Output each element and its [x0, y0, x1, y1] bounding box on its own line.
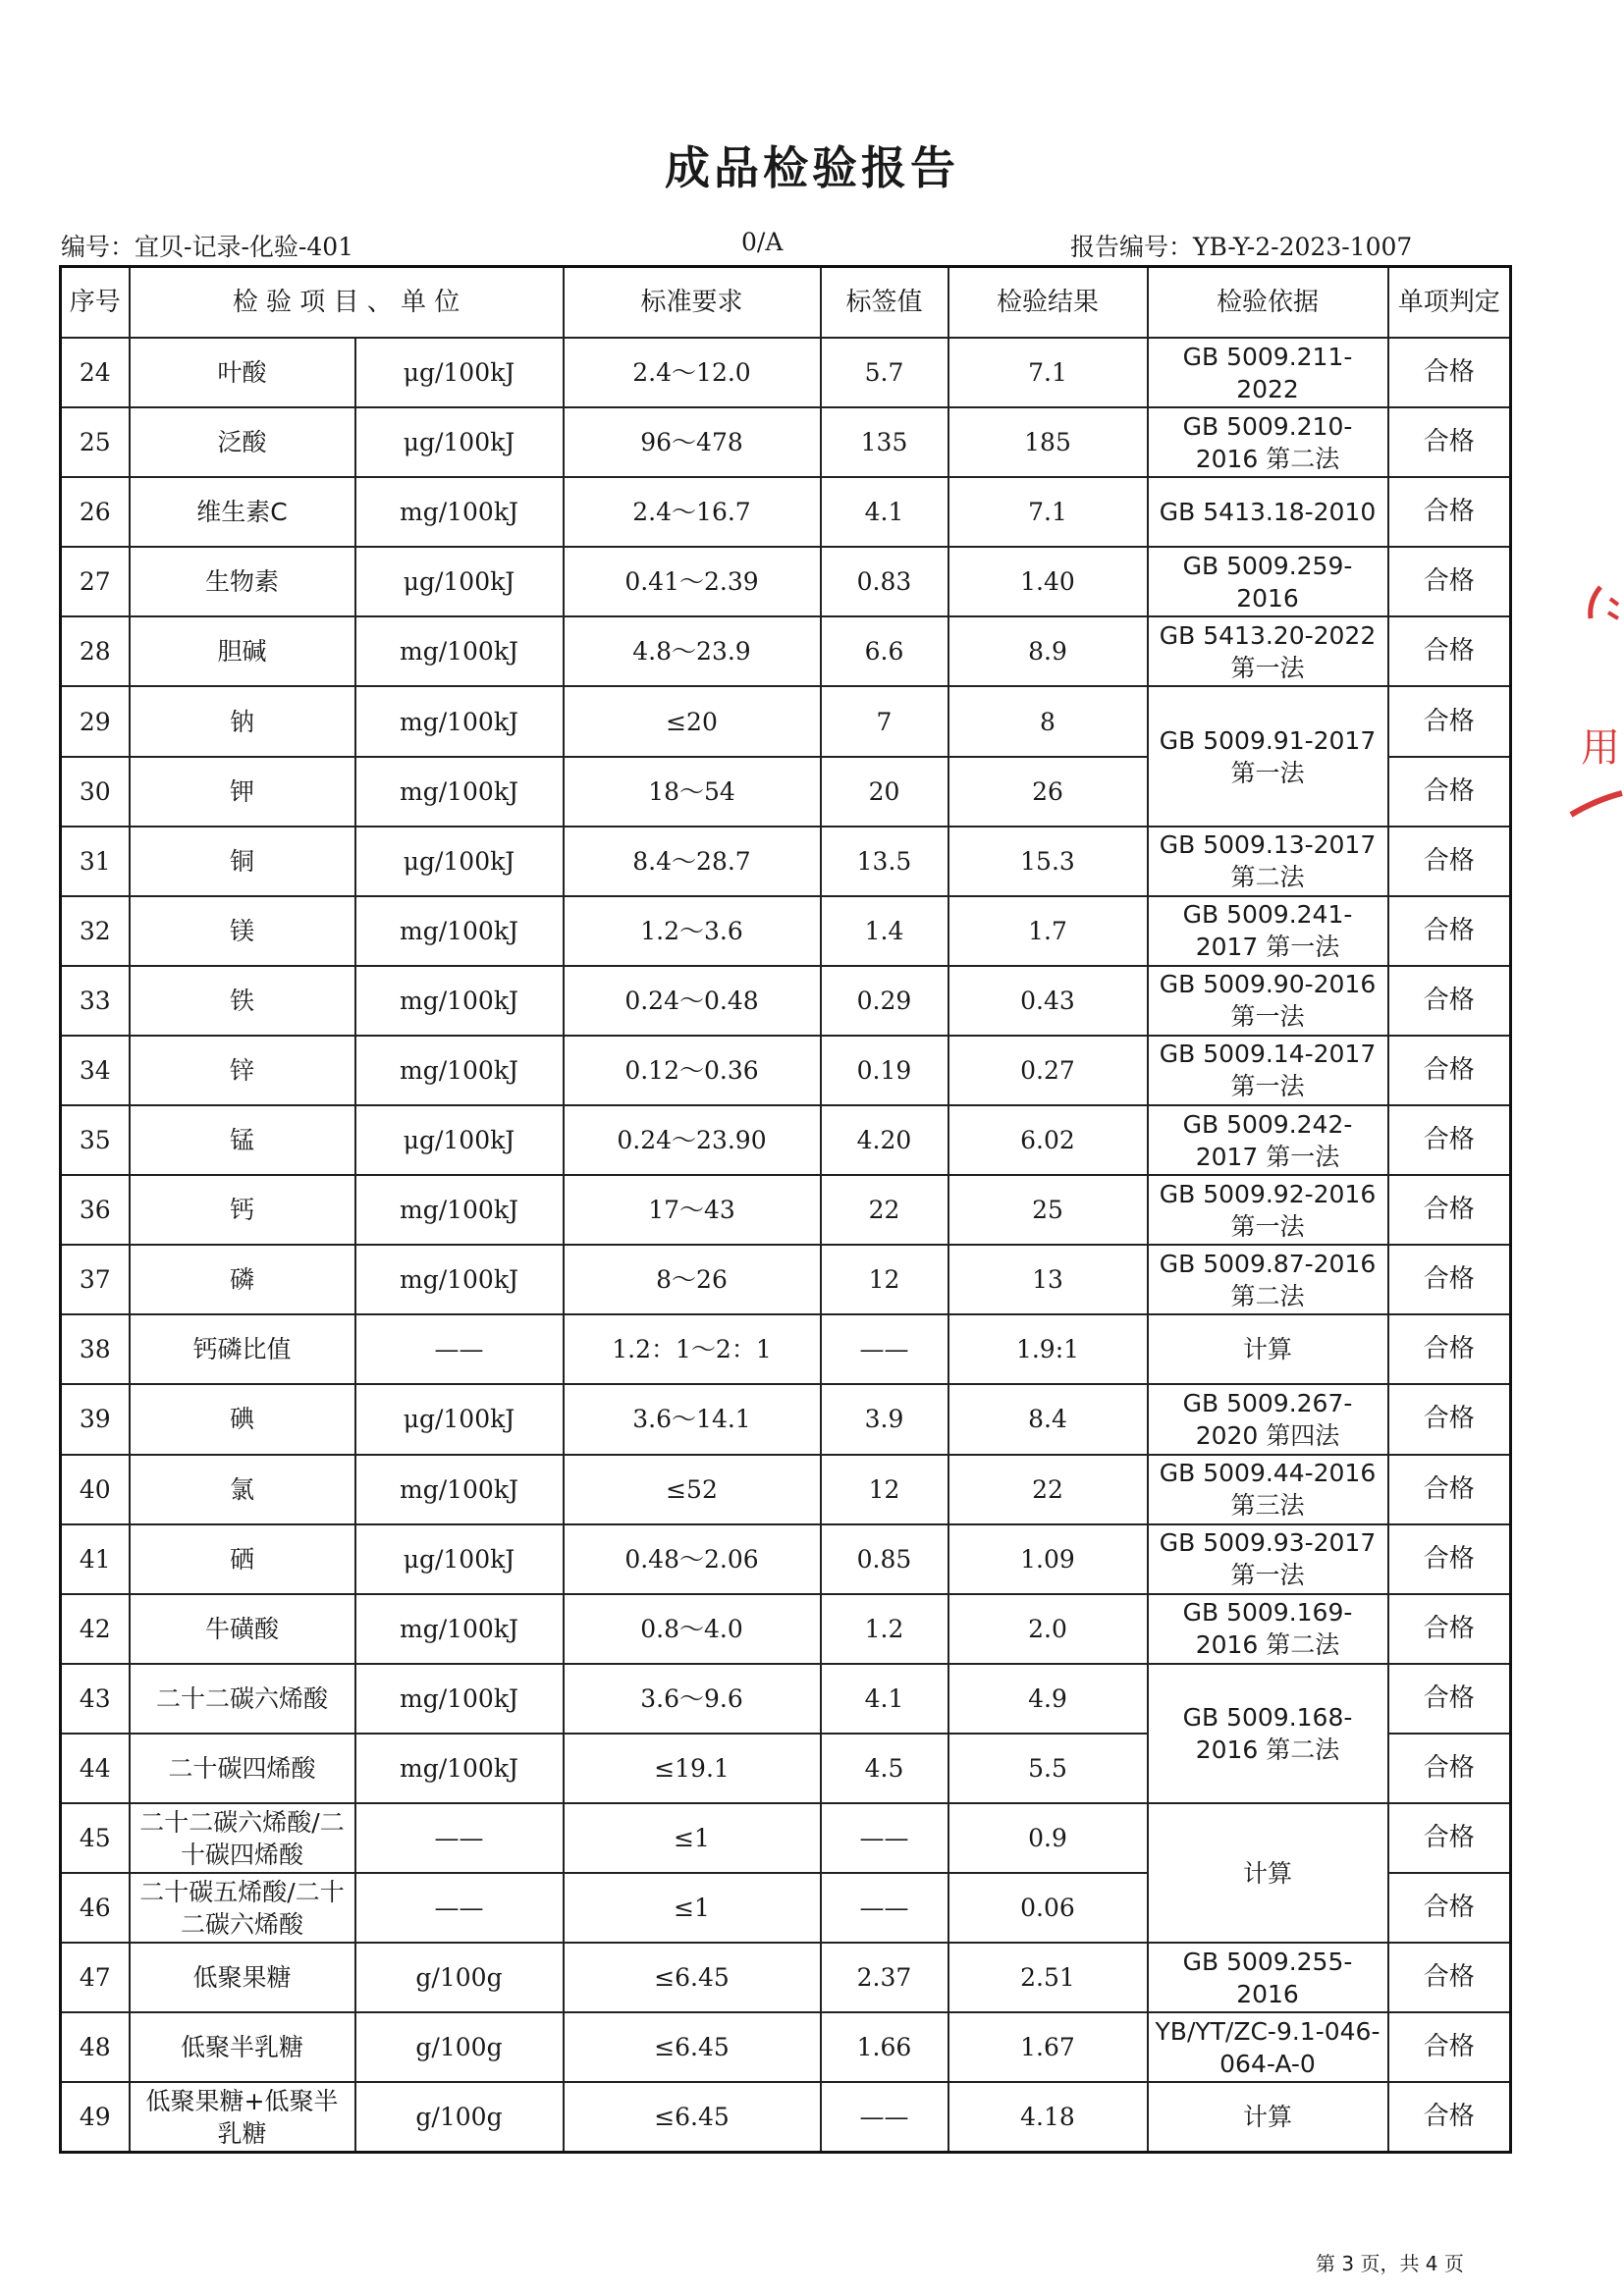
row-no: 31 — [61, 827, 130, 896]
item-name: 碘 — [130, 1384, 355, 1454]
standard-value: 0.24～23.90 — [564, 1105, 821, 1175]
label-value: —— — [821, 2082, 948, 2152]
result-value: 22 — [948, 1455, 1148, 1524]
verdict: 合格 — [1388, 1524, 1511, 1594]
table-row — [61, 686, 1511, 756]
inspection-table — [59, 265, 1512, 2154]
verdict: 合格 — [1388, 1594, 1511, 1664]
label-value: 6.6 — [821, 616, 948, 686]
standard-value: 3.6～9.6 — [564, 1664, 821, 1734]
row-no: 49 — [61, 2082, 130, 2152]
result-value: 1.7 — [948, 896, 1148, 966]
result-value: 5.5 — [948, 1734, 1148, 1803]
label-value: 12 — [821, 1455, 948, 1524]
label-value: 4.5 — [821, 1734, 948, 1803]
item-name: 二十二碳六烯酸 — [130, 1664, 355, 1734]
verdict: 合格 — [1388, 2082, 1511, 2152]
item-unit: μg/100kJ — [355, 1524, 564, 1594]
row-no: 28 — [61, 616, 130, 686]
standard-value: 1.2～3.6 — [564, 896, 821, 966]
item-unit: —— — [355, 1314, 564, 1384]
row-no: 47 — [61, 1943, 130, 2012]
standard-value: ≤6.45 — [564, 2012, 821, 2082]
label-value: 0.85 — [821, 1524, 948, 1594]
method-basis: 计算 — [1148, 1314, 1388, 1384]
item-name: 牛磺酸 — [130, 1594, 355, 1664]
item-name: 钠 — [130, 686, 355, 756]
result-value: 4.9 — [948, 1664, 1148, 1734]
item-unit: mg/100kJ — [355, 896, 564, 966]
item-unit: mg/100kJ — [355, 1036, 564, 1105]
verdict: 合格 — [1388, 1803, 1511, 1873]
standard-value: ≤6.45 — [564, 2082, 821, 2152]
verdict: 合格 — [1388, 1734, 1511, 1803]
method-basis: 计算 — [1148, 2082, 1388, 2152]
result-value: 6.02 — [948, 1105, 1148, 1175]
table-row — [61, 616, 1511, 686]
standard-value: 8.4～28.7 — [564, 827, 821, 896]
standard-value: 96～478 — [564, 407, 821, 477]
item-name: 生物素 — [130, 547, 355, 616]
table-row — [61, 547, 1511, 616]
standard-value: 2.4～16.7 — [564, 477, 821, 547]
row-no: 46 — [61, 1873, 130, 1943]
table-row — [61, 1455, 1511, 1524]
item-unit: mg/100kJ — [355, 477, 564, 547]
standard-value: ≤20 — [564, 686, 821, 756]
table-row — [61, 1036, 1511, 1105]
method-basis: GB 5009.241-2017 第一法 — [1148, 896, 1388, 966]
item-unit: mg/100kJ — [355, 1734, 564, 1803]
item-unit: mg/100kJ — [355, 1664, 564, 1734]
item-unit: μg/100kJ — [355, 827, 564, 896]
result-value: 8 — [948, 686, 1148, 756]
table-row — [61, 2082, 1511, 2152]
verdict: 合格 — [1388, 338, 1511, 407]
row-no: 29 — [61, 686, 130, 756]
item-name: 铁 — [130, 966, 355, 1036]
table-row — [61, 1594, 1511, 1664]
item-name: 二十碳五烯酸/二十二碳六烯酸 — [130, 1873, 355, 1943]
method-basis: YB/YT/ZC-9.1-046-064-A-0 — [1148, 2012, 1388, 2082]
standard-value: 3.6～14.1 — [564, 1384, 821, 1454]
item-name: 氯 — [130, 1455, 355, 1524]
seal-text: 用 — [1581, 725, 1620, 771]
item-name: 钙磷比值 — [130, 1314, 355, 1384]
result-value: 2.0 — [948, 1594, 1148, 1664]
label-value: —— — [821, 1314, 948, 1384]
result-value: 4.18 — [948, 2082, 1148, 2152]
page-number: 第 3 页，共 4 页 — [1316, 2252, 1464, 2275]
label-value: 22 — [821, 1175, 948, 1245]
method-basis: GB 5009.44-2016 第三法 — [1148, 1455, 1388, 1524]
col-header-standard: 标准要求 — [564, 267, 821, 339]
result-value: 1.09 — [948, 1524, 1148, 1594]
verdict: 合格 — [1388, 1943, 1511, 2012]
row-no: 25 — [61, 407, 130, 477]
standard-value: 0.41～2.39 — [564, 547, 821, 616]
method-basis: GB 5009.267-2020 第四法 — [1148, 1384, 1388, 1454]
result-value: 0.9 — [948, 1803, 1148, 1873]
item-unit: mg/100kJ — [355, 686, 564, 756]
table-row — [61, 1803, 1511, 1873]
label-value: 7 — [821, 686, 948, 756]
verdict: 合格 — [1388, 407, 1511, 477]
row-no: 36 — [61, 1175, 130, 1245]
row-no: 45 — [61, 1803, 130, 1873]
item-unit: mg/100kJ — [355, 966, 564, 1036]
item-unit: μg/100kJ — [355, 407, 564, 477]
table-row — [61, 477, 1511, 547]
item-name: 低聚半乳糖 — [130, 2012, 355, 2082]
result-value: 26 — [948, 757, 1148, 827]
label-value: 5.7 — [821, 338, 948, 407]
verdict: 合格 — [1388, 1036, 1511, 1105]
label-value: 12 — [821, 1245, 948, 1314]
result-value: 0.27 — [948, 1036, 1148, 1105]
label-value: 1.66 — [821, 2012, 948, 2082]
item-name: 低聚果糖+低聚半乳糖 — [130, 2082, 355, 2152]
item-name: 镁 — [130, 896, 355, 966]
result-value: 1.40 — [948, 547, 1148, 616]
item-unit: mg/100kJ — [355, 1455, 564, 1524]
method-basis: GB 5009.169-2016 第二法 — [1148, 1594, 1388, 1664]
table-row — [61, 1384, 1511, 1454]
label-value: 4.20 — [821, 1105, 948, 1175]
result-value: 2.51 — [948, 1943, 1148, 2012]
verdict: 合格 — [1388, 757, 1511, 827]
item-unit: g/100g — [355, 2082, 564, 2152]
standard-value: 8～26 — [564, 1245, 821, 1314]
standard-value: 0.48～2.06 — [564, 1524, 821, 1594]
result-value: 8.4 — [948, 1384, 1148, 1454]
table-row — [61, 1664, 1511, 1734]
method-basis: 计算 — [1148, 1803, 1388, 1943]
item-name: 锰 — [130, 1105, 355, 1175]
standard-value: ≤1 — [564, 1873, 821, 1943]
label-value: 1.4 — [821, 896, 948, 966]
item-unit: μg/100kJ — [355, 1384, 564, 1454]
result-value: 25 — [948, 1175, 1148, 1245]
standard-value: 0.12～0.36 — [564, 1036, 821, 1105]
item-unit: g/100g — [355, 2012, 564, 2082]
verdict: 合格 — [1388, 827, 1511, 896]
col-header-verdict: 单项判定 — [1388, 267, 1511, 339]
verdict: 合格 — [1388, 1384, 1511, 1454]
item-unit: mg/100kJ — [355, 1175, 564, 1245]
item-name: 泛酸 — [130, 407, 355, 477]
method-basis: GB 5413.20-2022 第一法 — [1148, 616, 1388, 686]
verdict: 合格 — [1388, 547, 1511, 616]
verdict: 合格 — [1388, 477, 1511, 547]
verdict: 合格 — [1388, 1245, 1511, 1314]
label-value: 4.1 — [821, 1664, 948, 1734]
col-header-item-unit: 检 验 项 目 、 单 位 — [130, 267, 564, 339]
item-name: 锌 — [130, 1036, 355, 1105]
verdict: 合格 — [1388, 896, 1511, 966]
method-basis: GB 5009.259-2016 — [1148, 547, 1388, 616]
col-header-seq: 序号 — [61, 267, 130, 339]
label-value: 135 — [821, 407, 948, 477]
doc-number: 编号：宜贝-记录-化验-401 — [61, 233, 354, 261]
table-row — [61, 2012, 1511, 2082]
label-value: 1.2 — [821, 1594, 948, 1664]
report-number: 报告编号：YB-Y-2-2023-1007 — [1070, 233, 1413, 261]
col-header-result: 检验结果 — [948, 267, 1148, 339]
row-no: 35 — [61, 1105, 130, 1175]
result-value: 15.3 — [948, 827, 1148, 896]
verdict: 合格 — [1388, 1105, 1511, 1175]
label-value: 0.19 — [821, 1036, 948, 1105]
table-row — [61, 1524, 1511, 1594]
standard-value: 17～43 — [564, 1175, 821, 1245]
item-name: 钾 — [130, 757, 355, 827]
result-value: 8.9 — [948, 616, 1148, 686]
row-no: 33 — [61, 966, 130, 1036]
row-no: 37 — [61, 1245, 130, 1314]
row-no: 24 — [61, 338, 130, 407]
row-no: 32 — [61, 896, 130, 966]
verdict: 合格 — [1388, 616, 1511, 686]
result-value: 7.1 — [948, 338, 1148, 407]
label-value: —— — [821, 1873, 948, 1943]
table-row — [61, 896, 1511, 966]
table-row — [61, 827, 1511, 896]
method-basis: GB 5009.87-2016 第二法 — [1148, 1245, 1388, 1314]
method-basis: GB 5009.90-2016 第一法 — [1148, 966, 1388, 1036]
item-name: 磷 — [130, 1245, 355, 1314]
verdict: 合格 — [1388, 1314, 1511, 1384]
item-name: 铜 — [130, 827, 355, 896]
result-value: 7.1 — [948, 477, 1148, 547]
item-unit: μg/100kJ — [355, 1105, 564, 1175]
standard-value: ≤6.45 — [564, 1943, 821, 2012]
row-no: 40 — [61, 1455, 130, 1524]
label-value: —— — [821, 1803, 948, 1873]
table-row — [61, 1245, 1511, 1314]
method-basis: GB 5009.168-2016 第二法 — [1148, 1664, 1388, 1803]
row-no: 26 — [61, 477, 130, 547]
report-title: 成品检验报告 — [665, 141, 959, 194]
result-value: 1.67 — [948, 2012, 1148, 2082]
item-unit: g/100g — [355, 1943, 564, 2012]
method-basis: GB 5009.210-2016 第二法 — [1148, 407, 1388, 477]
label-value: 13.5 — [821, 827, 948, 896]
item-name: 叶酸 — [130, 338, 355, 407]
label-value: 3.9 — [821, 1384, 948, 1454]
table-row — [61, 1175, 1511, 1245]
standard-value: ≤19.1 — [564, 1734, 821, 1803]
label-value: 20 — [821, 757, 948, 827]
standard-value: ≤52 — [564, 1455, 821, 1524]
result-value: 0.43 — [948, 966, 1148, 1036]
verdict: 合格 — [1388, 966, 1511, 1036]
verdict: 合格 — [1388, 1664, 1511, 1734]
standard-value: 2.4～12.0 — [564, 338, 821, 407]
row-no: 44 — [61, 1734, 130, 1803]
label-value: 0.29 — [821, 966, 948, 1036]
red-seal-stamp — [1561, 579, 1624, 825]
verdict: 合格 — [1388, 686, 1511, 756]
row-no: 48 — [61, 2012, 130, 2082]
item-unit: —— — [355, 1803, 564, 1873]
row-no: 30 — [61, 757, 130, 827]
method-basis: GB 5009.242-2017 第一法 — [1148, 1105, 1388, 1175]
item-name: 二十二碳六烯酸/二十碳四烯酸 — [130, 1803, 355, 1873]
standard-value: 0.24～0.48 — [564, 966, 821, 1036]
row-no: 39 — [61, 1384, 130, 1454]
standard-value: 18～54 — [564, 757, 821, 827]
method-basis: GB 5413.18-2010 — [1148, 477, 1388, 547]
version: 0/A — [741, 228, 784, 256]
result-value: 1.9:1 — [948, 1314, 1148, 1384]
verdict: 合格 — [1388, 1873, 1511, 1943]
verdict: 合格 — [1388, 1175, 1511, 1245]
standard-value: 1.2：1～2：1 — [564, 1314, 821, 1384]
standard-value: 0.8～4.0 — [564, 1594, 821, 1664]
label-value: 4.1 — [821, 477, 948, 547]
label-value: 0.83 — [821, 547, 948, 616]
table-header-row — [61, 267, 1511, 339]
standard-value: 4.8～23.9 — [564, 616, 821, 686]
item-name: 维生素C — [130, 477, 355, 547]
method-basis: GB 5009.92-2016 第一法 — [1148, 1175, 1388, 1245]
row-no: 34 — [61, 1036, 130, 1105]
row-no: 41 — [61, 1524, 130, 1594]
method-basis: GB 5009.13-2017 第二法 — [1148, 827, 1388, 896]
item-name: 硒 — [130, 1524, 355, 1594]
result-value: 13 — [948, 1245, 1148, 1314]
result-value: 0.06 — [948, 1873, 1148, 1943]
item-unit: μg/100kJ — [355, 547, 564, 616]
table-row — [61, 1943, 1511, 2012]
table-row — [61, 1314, 1511, 1384]
item-unit: mg/100kJ — [355, 1245, 564, 1314]
method-basis: GB 5009.14-2017 第一法 — [1148, 1036, 1388, 1105]
item-unit: μg/100kJ — [355, 338, 564, 407]
table-row — [61, 1105, 1511, 1175]
verdict: 合格 — [1388, 2012, 1511, 2082]
label-value: 2.37 — [821, 1943, 948, 2012]
verdict: 合格 — [1388, 1455, 1511, 1524]
table-row — [61, 338, 1511, 407]
method-basis: GB 5009.91-2017 第一法 — [1148, 686, 1388, 826]
result-value: 185 — [948, 407, 1148, 477]
row-no: 43 — [61, 1664, 130, 1734]
standard-value: ≤1 — [564, 1803, 821, 1873]
method-basis: GB 5009.255-2016 — [1148, 1943, 1388, 2012]
method-basis: GB 5009.93-2017 第一法 — [1148, 1524, 1388, 1594]
item-name: 钙 — [130, 1175, 355, 1245]
item-unit: mg/100kJ — [355, 1594, 564, 1664]
table-row — [61, 966, 1511, 1036]
item-unit: mg/100kJ — [355, 757, 564, 827]
row-no: 27 — [61, 547, 130, 616]
col-header-label-value: 标签值 — [821, 267, 948, 339]
item-name: 二十碳四烯酸 — [130, 1734, 355, 1803]
row-no: 38 — [61, 1314, 130, 1384]
item-unit: —— — [355, 1873, 564, 1943]
method-basis: GB 5009.211-2022 — [1148, 338, 1388, 407]
row-no: 42 — [61, 1594, 130, 1664]
item-name: 胆碱 — [130, 616, 355, 686]
table-row — [61, 407, 1511, 477]
item-name: 低聚果糖 — [130, 1943, 355, 2012]
col-header-basis: 检验依据 — [1148, 267, 1388, 339]
item-unit: mg/100kJ — [355, 616, 564, 686]
